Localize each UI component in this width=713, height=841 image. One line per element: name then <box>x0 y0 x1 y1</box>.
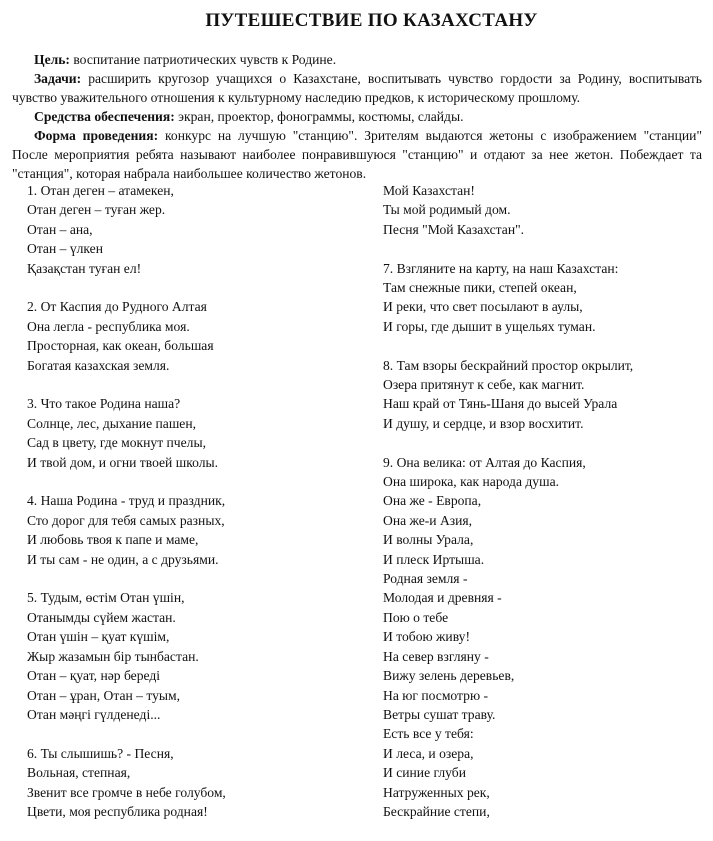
poem-line: И душу, и сердце, и взор восхитит. <box>383 415 584 431</box>
poem-line: Солнце, лес, дыхание пашен, <box>27 415 196 431</box>
poem-line: 7. Взгляните на карту, на наш Казахстан: <box>383 260 619 276</box>
poem-line: Она широка, как народа душа. <box>383 474 559 490</box>
poem-line: Отан – ұран, Отан – туым, <box>27 687 181 703</box>
poem-line: Қазақстан туған ел! <box>27 260 142 276</box>
poem-line: 9. Она велика: от Алтая до Каспия, <box>383 454 586 470</box>
intro-goal-text: воспитание патриотических чувств к Родине. <box>69 52 337 67</box>
poem-line: Отан мәңгі гүлденеді... <box>27 706 161 722</box>
left-stanza <box>27 491 357 569</box>
poem-line: Отан – үлкен <box>27 241 103 257</box>
intro-goal-label: Цель: <box>34 52 70 67</box>
poem-line: И твой дом, и огни твоей школы. <box>27 454 219 470</box>
left-stanza <box>27 744 357 822</box>
poem-line: Она легла - республика моя. <box>27 318 190 334</box>
intro-form-text: конкурс на лучшую "станцию". Зрителям выдаются жетоны с изображением "станции" После мероприятия ребята называют наиболее понравившуюся "станцию" и отдают за нее жетон. Побеждает та "станция", которая набрала наибольшее количество жетонов. <box>12 128 703 181</box>
poem-line: Родная земля - <box>383 571 468 587</box>
poem-line: 4. Наша Родина - труд и праздник, <box>27 493 226 509</box>
poem-line: И горы, где дышит в ущельях туман. <box>383 318 596 334</box>
poem-line: 1. Отан деген – атамекен, <box>27 183 174 198</box>
poem-line: На север взгляну - <box>383 648 489 664</box>
poem-line: Ты мой родимый дом. <box>383 202 511 218</box>
intro-tasks-text: расширить кругозор учащихся о Казахстане, воспитывать чувство гордости за Родину, воспитывать чувство уважительного отношения к культурному наследию предков, к историческому прошлому. <box>12 71 702 105</box>
poem-line: Сад в цвету, где мокнут пчелы, <box>27 435 206 451</box>
poem-line: Бескрайние степи, <box>383 803 490 819</box>
poem-line: Молодая и древняя - <box>383 590 502 606</box>
poem-line: 3. Что такое Родина наша? <box>27 396 181 412</box>
right-column <box>383 181 703 841</box>
poem-line: Есть все у тебя: <box>383 726 474 742</box>
poem-line: И волны Урала, <box>383 532 474 548</box>
intro-means-text: экран, проектор, фонограммы, костюмы, слайды. <box>174 109 464 124</box>
poem-line: Отан үшін – қуат күшім, <box>27 629 170 645</box>
poem-line: 2. От Каспия до Рудного Алтая <box>27 299 207 315</box>
poem-line: Звенит все громче в небе голубом, <box>27 784 226 800</box>
poem-line: Жыр жазамын бір тынбастан. <box>27 648 199 664</box>
poem-line: Просторная, как океан, большая <box>27 338 214 354</box>
poem-line: Ветры сушат траву. <box>383 706 496 722</box>
intro-goal <box>12 50 702 69</box>
poem-line: Она же - Европа, <box>383 493 482 509</box>
poem-line: На юг посмотрю - <box>383 687 489 703</box>
poem-line: Сто дорог для тебя самых разных, <box>27 512 225 528</box>
poem-line: Мой Казахстан! <box>383 183 475 198</box>
left-stanza <box>27 394 357 472</box>
page-title: ПУТЕШЕСТВИЕ ПО КАЗАХСТАНУ <box>205 10 538 31</box>
poem-line: Песня "Мой Казахстан". <box>383 221 525 237</box>
poem-line: 8. Там взоры бескрайний простор окрылит, <box>383 357 634 373</box>
poem-line: И реки, что свет посылают в аулы, <box>383 299 583 315</box>
poem-line: И плеск Иртыша. <box>383 551 485 567</box>
poem-line: И тобою живу! <box>383 629 470 645</box>
left-stanza <box>27 297 357 375</box>
poem-line: 5. Тудым, өстім Отан үшін, <box>27 590 185 606</box>
left-column <box>27 181 357 841</box>
poem-line: И леса, и озера, <box>383 745 474 761</box>
poem-line: Отан деген – туған жер. <box>27 202 166 218</box>
poem-line: Наш край от Тянь-Шаня до высей Урала <box>383 396 618 412</box>
poem-line: Отан – ана, <box>27 221 93 237</box>
intro-tasks <box>12 69 702 107</box>
left-stanza <box>27 588 357 724</box>
poem-line: Вольная, степная, <box>27 765 131 781</box>
poem-line: И ты сам - не один, а с друзьями. <box>27 551 219 567</box>
intro-means-label: Средства обеспечения: <box>34 109 175 124</box>
left-stanza <box>27 181 357 278</box>
right-stanza <box>383 181 703 239</box>
intro-means <box>12 107 702 126</box>
poem-line: Натруженных рек, <box>383 784 490 800</box>
poem-line: И синие глуби <box>383 765 466 781</box>
poem-line: Отан – қуат, нәр береді <box>27 668 161 684</box>
intro-form <box>12 126 702 183</box>
poem-line: Цвети, моя республика родная! <box>27 803 208 819</box>
poem-line: 6. Ты слышишь? - Песня, <box>27 745 174 761</box>
poem-line: Вижу зелень деревьев, <box>383 668 515 684</box>
right-stanza <box>383 259 703 337</box>
right-stanza <box>383 356 703 434</box>
poem-line: Озера притянут к себе, как магнит. <box>383 377 585 393</box>
poem-line: Пою о тебе <box>383 609 449 625</box>
poem-line: И любовь твоя к папе и маме, <box>27 532 199 548</box>
right-stanza <box>383 453 703 822</box>
poem-line: Отанымды сүйем жастан. <box>27 609 176 625</box>
intro-section <box>12 50 702 183</box>
poem-line: Богатая казахская земля. <box>27 357 170 373</box>
intro-form-label: Форма проведения: <box>34 128 159 143</box>
poem-line: Она же-и Азия, <box>383 512 473 528</box>
intro-tasks-label: Задачи: <box>34 71 82 86</box>
poem-line: Там снежные пики, степей океан, <box>383 280 577 296</box>
